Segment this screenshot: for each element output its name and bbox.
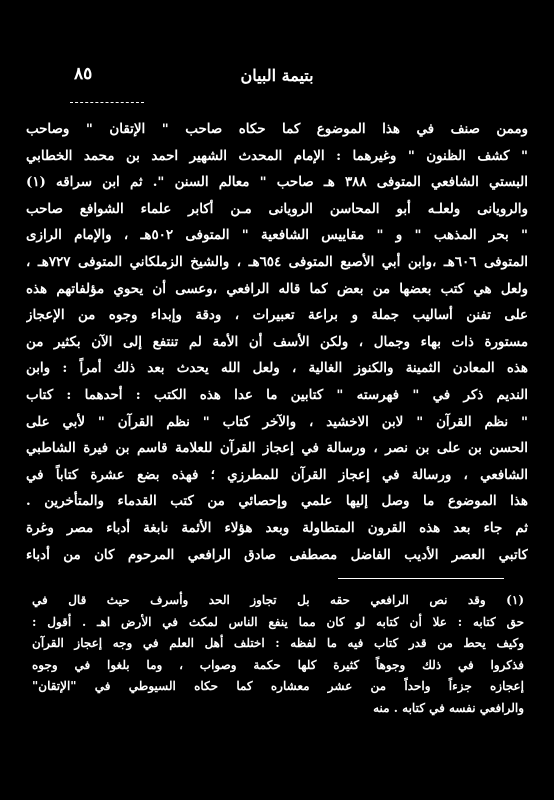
text-line: والرويانى ولعلـه أبو المحاسن الرويانى مـن أكابر علماء الشوافع صاحب: [26, 200, 528, 217]
text-line: الشافعي ، ورسالة في إعجاز القرآن للمطرزي ؛ فهذه بضع عشرة كتاباً في: [26, 466, 528, 483]
text-line: " نظم القرآن " لابن الاخشيد ، والآخر كتاب " نظم القرآن " لأبي على: [26, 413, 528, 430]
footnote-line: والرافعي نفسه في كتابه . منه: [373, 700, 524, 715]
text-line: مستورة ذات بهاء وجمال ، ولكن الأسف أن الأمة لم تنتفع إلى الآن بكثير من: [26, 333, 528, 350]
text-line: هذا الموضوع ما وصل إليها علمي وإحصائي من كتب القدماء والمتأخرين .: [26, 493, 528, 510]
text-line: " بحر المذهب " و " مقاييس الشافعية " المتوفى ٥٠٢هـ ، والإمام الرازى: [26, 227, 528, 244]
page-header: [70, 64, 484, 90]
text-line: على تفنن أساليب جملة و براعة تعبيرات ، ودقة وإبداء وجوه من الإعجاز: [26, 307, 528, 324]
footnote-line: فذكروا في ذلك وجوهاً كثيرة كلها حكمة وصواب ، وما بلغوا في وجوه: [32, 657, 524, 672]
text-line: ولعل هي كتب بعضها من بعض كما قاله الرافعي ،وعسى أن يحوي مؤلفاتهم هذه: [26, 280, 528, 297]
page-number: ٨٥: [74, 64, 93, 84]
footnote-line: وكيف يحط من قدر كتاب فيه ما لفظه : اختلف أهل العلم في وجه إعجاز القرآن: [32, 636, 524, 651]
text-line: النديم ذكر في " فهرسته " كتابين ما عدا هذه الكتب : أحدهما : كتاب: [26, 386, 528, 403]
footnote-line: إعجازه جزءاً واحداً من عشر معشاره كما حكاه السيوطي في "الإتقان": [32, 679, 524, 694]
footnotes: [32, 590, 524, 720]
footnote-line: حق كتابه : علا أن كتابه لو كان مما ينفع الناس لمكث في الأرض اهـ . أقول :: [32, 614, 524, 629]
text-line: البستي الشافعي المتوفى ٣٨٨ هـ صاحب " معالم السنن ". ثم ابن سراقه (١): [26, 174, 528, 191]
text-line: ثم جاء بعد هذه القرون المتطاولة وبعد هؤلاء الأئمة نابغة أدباء مصر وغرة: [26, 519, 528, 536]
text-line: كاتبي العصر الأديب الفاضل مصطفى صادق الرافعي المرحوم كان من أدباء: [26, 546, 528, 563]
header-rule: [70, 102, 144, 103]
text-line: وممن صنف في هذا الموضوع كما حكاه صاحب " الإتقان " وصاحب: [26, 121, 528, 137]
text-line: الحسن بن على بن نصر ، ورسالة في إعجاز القرآن للعلامة قاسم بن فيرة الشاطبي: [26, 440, 528, 457]
footnote-line: (١) وقد نص الرافعي حقه بل تجاوز الحد وأسرف حيث قال في: [32, 593, 524, 607]
text-line: هذه المعادن الثمينة والكنوز الغالية ، ولعل الله يحدث بعد ذلك أمراً : وابن: [26, 360, 528, 377]
main-text: [26, 116, 528, 568]
text-line: المتوفى ٦٠٦هـ ،وابن أبي الأصبع المتوفى ٦٥٤هـ ، والشيخ الزملكاني المتوفى ٧٢٧هـ ،: [26, 253, 528, 270]
running-title: بتيمة البيان: [240, 66, 314, 85]
footnote-separator: [338, 578, 504, 579]
text-line: " كشف الظنون " وغيرهما : الإمام المحدث الشهير احمد بن محمد الخطابي: [26, 147, 528, 164]
